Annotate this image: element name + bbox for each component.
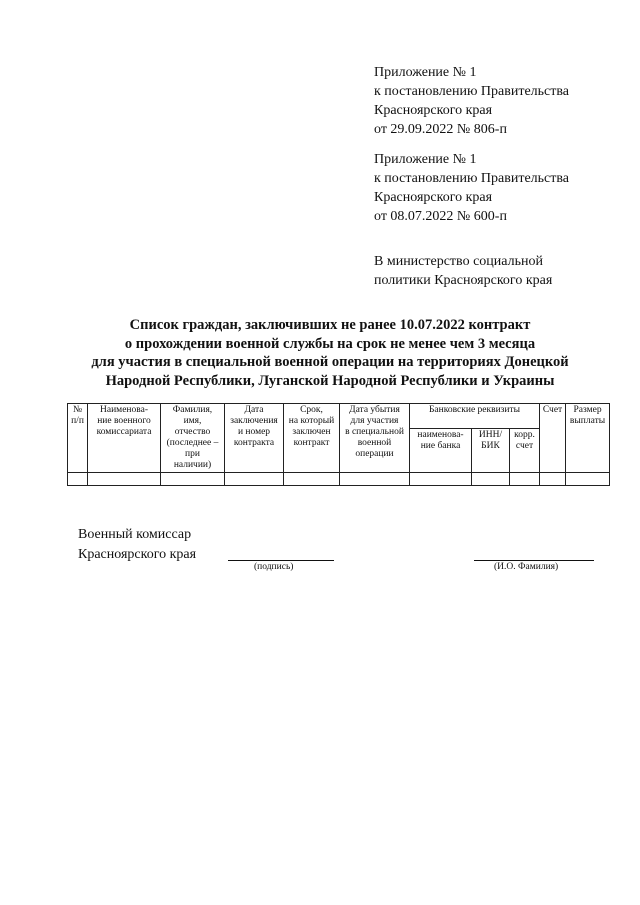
table-cell	[340, 473, 410, 486]
appendix-2-line-4: от 08.07.2022 № 600-п	[374, 209, 507, 224]
recipient-line-2: политики Красноярского края	[374, 273, 553, 288]
header-corr-account: корр. счет	[510, 428, 540, 472]
header-fio: Фамилия, имя, отчество (последнее – при наличии)	[161, 404, 225, 473]
appendix-1-line-4: от 29.09.2022 № 806-п	[374, 122, 507, 137]
name-caption: (И.О. Фамилия)	[494, 562, 559, 572]
table-cell	[161, 473, 225, 486]
header-bank-details: Банковские реквизиты	[410, 404, 540, 429]
header-departure-date: Дата убытия для участия в специальной военной операции	[340, 404, 410, 473]
recipient-block	[374, 252, 552, 290]
recipient-line-1: В министерство социальной	[374, 254, 543, 269]
signature-caption: (подпись)	[254, 562, 294, 572]
appendix-1-line-2: к постановлению Правительства	[374, 84, 570, 99]
title-line-4: Народной Республики, Луганской Народной Республики и Украины	[105, 372, 555, 389]
header-contract-date: Дата заключения и номер контракта	[225, 404, 284, 473]
header-num: № п/п	[68, 404, 88, 473]
header-inn-bik: ИНН/ БИК	[472, 428, 510, 472]
table-cell	[510, 473, 540, 486]
appendix-2-line-2: к постановлению Правительства	[374, 171, 570, 186]
signature-block	[78, 525, 196, 565]
title-line-2: о прохождении военной службы на срок не менее чем 3 месяца	[124, 335, 536, 352]
signature-title-line-1: Военный комиссар	[78, 527, 192, 542]
table-cell	[472, 473, 510, 486]
appendix-2-line-1: Приложение № 1	[374, 152, 477, 167]
title-line-3: для участия в специальной военной операции на территориях Донецкой	[91, 354, 569, 370]
table-cell	[540, 473, 566, 486]
signature-title-line-2: Красноярского края	[78, 547, 197, 562]
header-payment: Размер выплаты	[566, 404, 610, 473]
table-row	[68, 473, 610, 486]
header-account: Счет	[540, 404, 566, 473]
appendix-2-line-3: Красноярского края	[374, 190, 493, 205]
table-cell	[566, 473, 610, 486]
document-title	[60, 316, 600, 390]
table-cell	[88, 473, 161, 486]
signature-line	[228, 560, 334, 561]
appendix-1-line-3: Красноярского края	[374, 103, 493, 118]
header-commissariat: Наименова- ние военного комиссариата	[88, 404, 161, 473]
citizens-table	[67, 403, 610, 486]
table-cell	[410, 473, 472, 486]
appendix-1-line-1: Приложение № 1	[374, 65, 477, 80]
header-bank-name: наименова- ние банка	[410, 428, 472, 472]
title-line-1: Список граждан, заключивших не ранее 10.07.2022 контракт	[129, 317, 531, 333]
appendix-1-block	[374, 63, 569, 139]
table-header-row-1	[68, 404, 610, 429]
table-cell	[225, 473, 284, 486]
table-cell	[68, 473, 88, 486]
appendix-2-block	[374, 150, 569, 226]
header-term: Срок, на который заключен контракт	[284, 404, 340, 473]
name-line	[474, 560, 594, 561]
table-cell	[284, 473, 340, 486]
